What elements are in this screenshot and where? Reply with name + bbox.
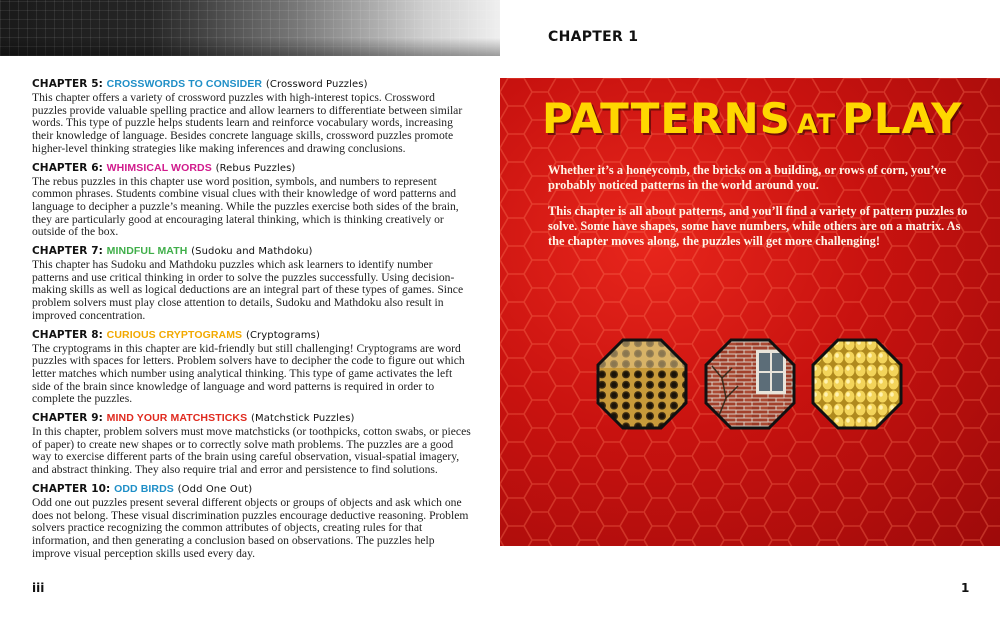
chapter-number: CHAPTER 9:	[32, 412, 103, 425]
chapter-name: WHIMSICAL WORDS	[106, 161, 212, 174]
chapter-subtitle: (Rebus Puzzles)	[215, 162, 296, 174]
chapter-heading	[32, 483, 472, 495]
chapter-subtitle: (Cryptograms)	[245, 329, 320, 341]
title-word-at: AT	[796, 109, 837, 140]
intro-paragraph-1: Whether it’s a honeycomb, the bricks on a building, or rows of corn, you’ve probably noticed patterns in the world around you.	[548, 163, 947, 192]
chapter-heading	[32, 245, 472, 257]
chapter-description: The rebus puzzles in this chapter use word position, symbols, and numbers to represent common phrases. Students combine visual clues with their knowledge of word patterns and language to decipher a puzzle’s meaning. While the puzzles exercise both sides of the brain, they are particularly good at encouraging lateral thinking, which is thinking creatively or outside of the box.	[32, 174, 459, 239]
page-number-right: 1	[961, 581, 970, 595]
honeycomb-photo	[596, 338, 688, 430]
chapter-number: CHAPTER 5:	[32, 78, 103, 90]
left-header-banner	[0, 0, 500, 56]
brick-wall-photo	[704, 338, 796, 430]
chapter-name: ODD BIRDS	[114, 482, 174, 495]
chapter-name: CROSSWORDS TO CONSIDER	[106, 78, 263, 90]
chapter-heading	[32, 78, 472, 90]
corn-photo	[811, 338, 903, 430]
chapter-subtitle: (Odd One Out)	[177, 483, 253, 495]
title-word-patterns: PATTERNS	[542, 94, 791, 143]
chapter-description: This chapter has Sudoku and Mathdoku puzzles which ask learners to identify number patterns and use critical thinking in order to solve the puzzles successfully. Using decision-making skills as well as logical deductions are an integral part of these types of games. Since problem solvers must play close attention to details, Sudoku and Mathdoku also result in improved concentration.	[32, 258, 464, 322]
chapter-title	[542, 94, 963, 143]
chapter-heading	[32, 162, 472, 174]
chapter-name: MIND YOUR MATCHSTICKS	[106, 412, 248, 425]
page-number-left: iii	[32, 581, 45, 595]
chapter-description: This chapter offers a variety of crossword puzzles with high-interest topics. Crossword puzzles provide valuable spelling practice and allow learners to differentiate between similar words. This type of puzzle helps students learn and reinforce vocabulary words, increasing their knowledge of language. Besides concrete language skills, crossword puzzles promote higher-level thinking strategies like making inferences and drawing conclusions.	[32, 91, 463, 155]
chapter-subtitle: (Matchstick Puzzles)	[250, 413, 355, 425]
chapter-number: CHAPTER 7:	[32, 245, 103, 258]
chapter-subtitle: (Crossword Puzzles)	[265, 79, 368, 90]
hexagon-pattern-background	[500, 78, 1000, 546]
chapter-heading	[32, 329, 472, 341]
chapter-opener-panel	[500, 78, 1000, 546]
chapter-heading	[32, 412, 472, 424]
chapter-label: CHAPTER 1	[548, 29, 639, 45]
intro-paragraph-2: This chapter is all about patterns, and you’ll find a variety of pattern puzzles to solve. Some have shapes, some have numbers, while others are on a matrix. As the chapter moves along, the puzzles will get more challenging!	[548, 204, 968, 248]
chapter-description: Odd one out puzzles present several different objects or groups of objects and ask which one does not belong. These visual discrimination puzzles encourage deductive reasoning. Problem solvers practice recognizing the common attributes of objects, creating rules for that information, and then generating a conclusion based on observations. The puzzles help improve visual perception skills used every day.	[32, 495, 469, 560]
chapter-description: In this chapter, problem solvers must move matchsticks (or toothpicks, cotton swabs, or pieces of paper) to create new shapes or to correctly solve math problems. The puzzles are a good way to exercise different parts of the brain using careful observation, visual-spatial imagery, and abstract thinking. They also require trial and error and persistence to find solutions.	[32, 425, 471, 477]
chapter-number: CHAPTER 10:	[32, 482, 111, 495]
chapter-name: MINDFUL MATH	[106, 245, 188, 258]
chapter-number: CHAPTER 6:	[32, 161, 103, 174]
chapter-description: The cryptograms in this chapter are kid-friendly but still challenging! Cryptograms are word puzzles with spaces for letters. Problem solvers have to decipher the code to figure out which letter matches which number using analytical thinking. This type of game activates the left side of the brain since knowledge of language and word patterns is required in order to complete the puzzles.	[32, 341, 465, 406]
chapter-number: CHAPTER 8:	[32, 328, 103, 341]
chapter-name: CURIOUS CRYPTOGRAMS	[106, 328, 243, 341]
title-word-play: PLAY	[842, 94, 963, 143]
chapter-descriptions	[32, 78, 472, 566]
chapter-subtitle: (Sudoku and Mathdoku)	[191, 246, 313, 258]
